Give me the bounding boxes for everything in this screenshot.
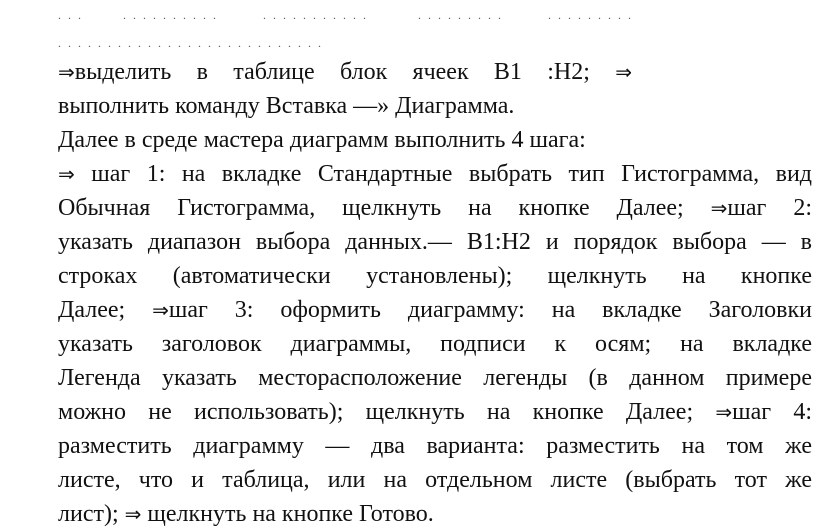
text-line-13 <box>58 466 812 494</box>
text-line-7 <box>58 262 812 290</box>
implies-arrow-icon: ⇒ <box>58 60 75 84</box>
implies-arrow-icon: ⇒ <box>615 60 632 84</box>
implies-arrow-icon: ⇒ <box>715 400 733 424</box>
line-14-text: лист); <box>58 501 119 527</box>
line-9-text: указать заголовок диаграммы, подписи к осям; на вкладке <box>58 331 812 357</box>
line-4-text: шаг 1: на вкладке Стандартные выбрать тип Гистограмма, вид <box>91 161 813 187</box>
line-1-text: выделить в таблице блок ячеек В1 :Н2; <box>74 59 590 85</box>
line-12-text: разместить диаграмму — два варианта: разместить на том же <box>58 433 812 459</box>
line-14-end: щелкнуть на кнопке Готово. <box>147 501 434 527</box>
line-10-text: Легенда указать месторасположение легенды (в данном примере <box>58 365 812 391</box>
line-5-step2: шаг 2: <box>727 195 812 221</box>
dotted-separator-top: . . . . . . . . . . . . . . . . . . . . . . . . . . . . . . . . . . . . . . . . . . <box>58 8 633 22</box>
text-line-14 <box>58 500 434 528</box>
text-line-3 <box>58 126 586 154</box>
implies-arrow-icon: ⇒ <box>152 298 169 322</box>
implies-arrow-icon: ⇒ <box>124 502 142 526</box>
text-line-2 <box>58 92 514 120</box>
implies-arrow-icon: ⇒ <box>58 162 75 186</box>
text-line-12 <box>58 432 812 460</box>
dotted-separator-second: . . . . . . . . . . . . . . . . . . . . . . . . . . . <box>58 36 323 50</box>
line-11-text: можно не использовать); щелкнуть на кнопке Далее; <box>58 399 694 425</box>
text-line-6 <box>58 228 812 256</box>
implies-arrow-icon: ⇒ <box>710 196 728 220</box>
text-line-4 <box>58 160 812 188</box>
line-7-text: строках (автоматически установлены); щелкнуть на кнопке <box>58 263 812 289</box>
line-6-text: указать диапазон выбора данных.— В1:Н2 и порядок выбора — в <box>58 229 812 255</box>
text-line-11 <box>58 398 812 426</box>
text-line-1 <box>58 58 632 86</box>
text-line-9 <box>58 330 812 358</box>
line-2-text: выполнить команду Вставка —» Диаграмма. <box>58 93 515 119</box>
text-line-5 <box>58 194 812 222</box>
text-line-8 <box>58 296 812 324</box>
line-8-step3: шаг 3: оформить диаграмму: на вкладке Заголовки <box>168 297 813 323</box>
line-11-step4: шаг 4: <box>732 399 812 425</box>
line-3-text: Далее в среде мастера диаграмм выполнить 4 шага: <box>58 127 586 153</box>
line-13-text: листе, что и таблица, или на отдельном листе (выбрать тот же <box>58 467 812 493</box>
line-8-text: Далее; <box>58 297 126 323</box>
line-5-text: Обычная Гистограмма, щелкнуть на кнопке Далее; <box>58 195 684 221</box>
text-line-10 <box>58 364 812 392</box>
